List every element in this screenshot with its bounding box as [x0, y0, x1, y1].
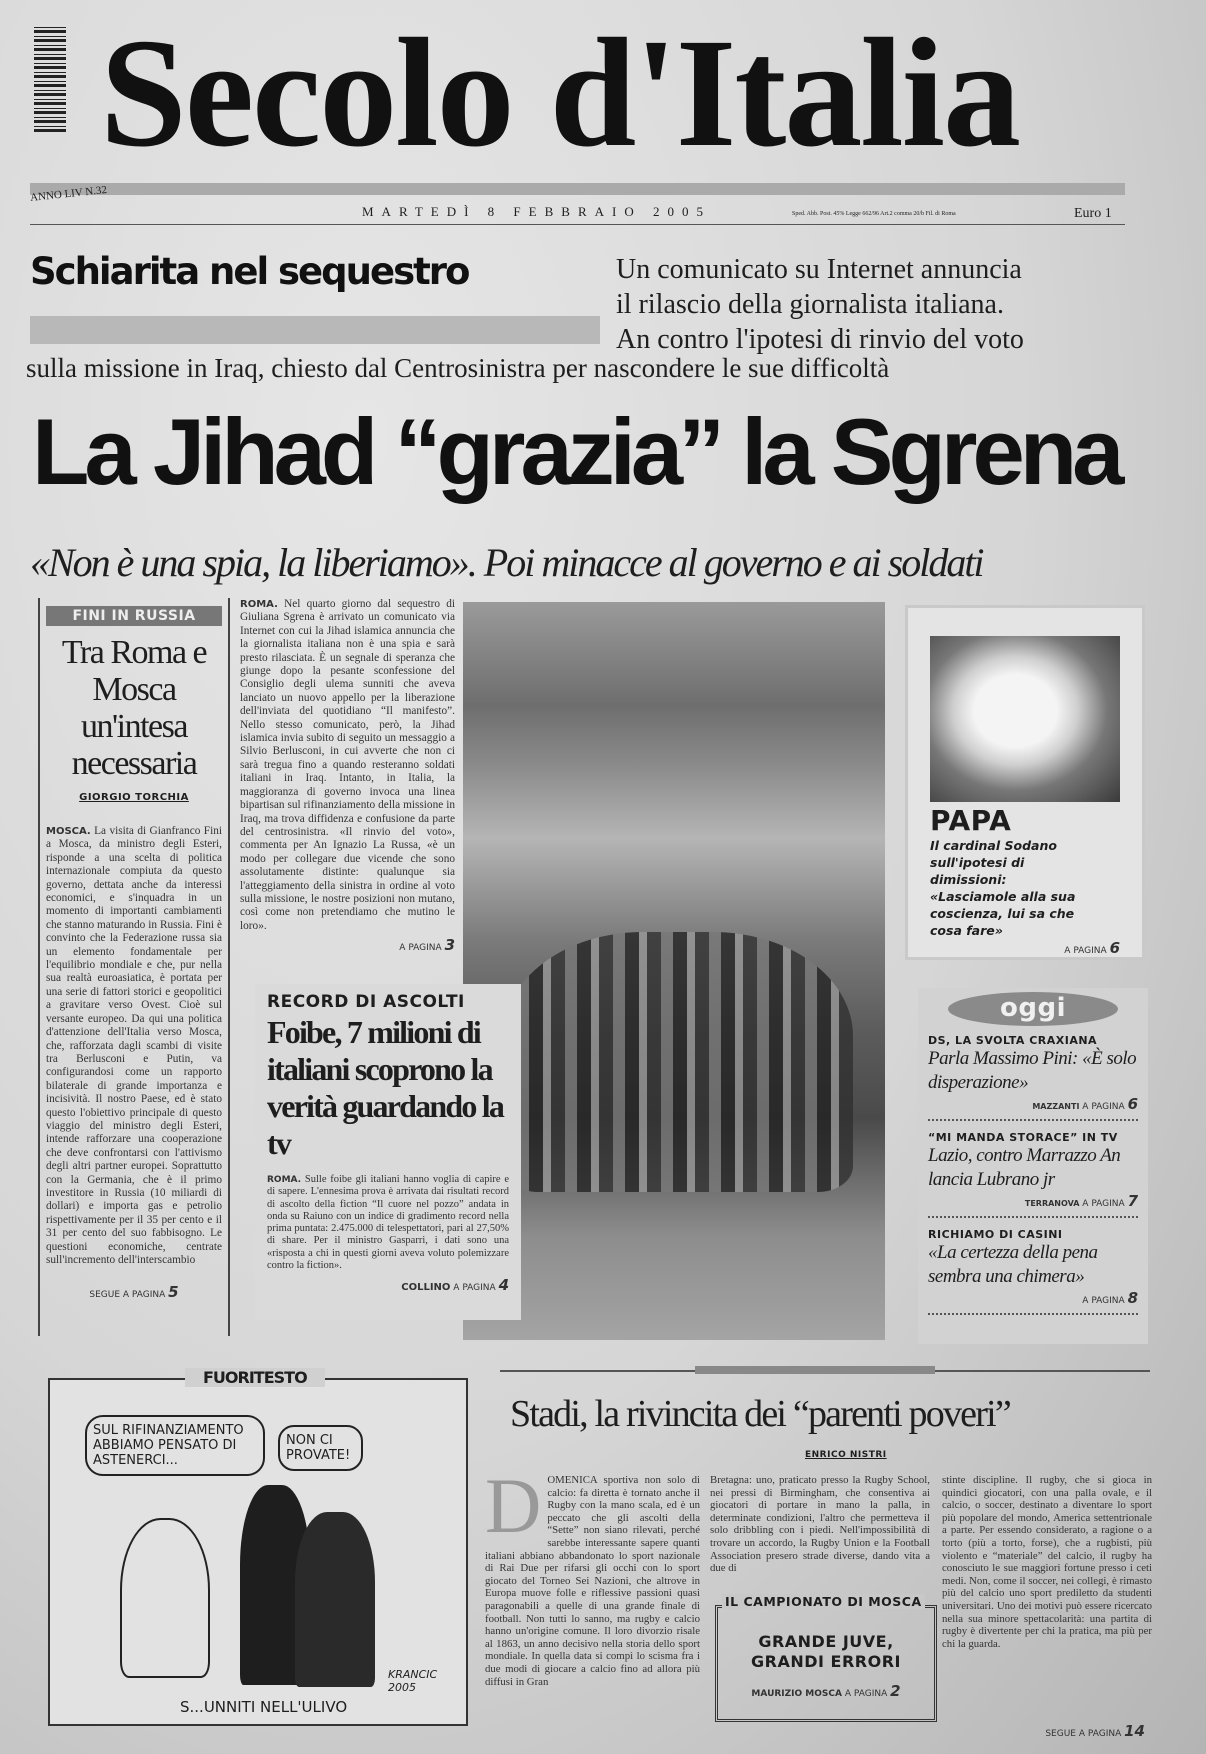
date-rule [30, 224, 1125, 225]
continue-label: SEGUE A PAGINA [89, 1290, 166, 1301]
continue-label: SEGUE A PAGINA [1045, 1729, 1122, 1739]
lead-dateline: ROMA. [240, 599, 278, 610]
lead-body-text: Nel quarto giorno dal sequestro di Giuliana Sgrena è arrivato un comunicato via Internet con cui la Jihad islamica annuncia che la giornalista italiana non è una spia e sarà presto rilasciata. È un segnale di speranza che giunge dopo la pesante sconfessione del Consiglio degli ulema sunniti che aveva lanciato un nuovo appello per la liberazione dell'inviata del quotidiano “Il manifesto”. Nello stesso comunicato, però, la Jihad islamica invia subito di seguito un messaggio a Silvio Berlusconi, in cui avverte che non ci sarà tregua fino a quando resteranno soldati italiani in Iraq. Intanto, in Italia, la maggioranza di governo invoca una linea bipartisan sul rifinanziamento della missione in Iraq, ma trova diffidenza e confusione da parte del centrosinistra. «Il rinvio del voto», commenta per An Ignazio La Russa, «è un modo per collegare due vicende che sono assolutamente distinte: qualunque sia l'atteggiamento della sinistra in ordine al voto sulla missione, le nostre posizioni non mutano, così come non pretendiamo che mutino le loro». [240, 598, 455, 932]
section-rule-bar [695, 1366, 935, 1374]
stadi-col-3: stinte discipline. Il rugby, che si gioca in quindici giocatori, con una palla ovale, e il calcio, o soccer, destinato a diventare lo sport più popolare del mondo, America settentrionale a parte. Per essendo considerato, a ragione o a torto (più a torto, forse), che a rugbisti, più violento e “materiale” del calcio, il rugby ha conosciuto le sue maggiori fortune presso i ceti medi. Non, come il soccer, nei collegi, è rimasto più del calcio uno sport prediletto da studenti universitari. Uno dei motivi può essere ricercato nella sua minore spettacolarità: una partita di rugby è divertente per chi la pratica, ma più per chi la guarda. [942, 1474, 1152, 1650]
main-headline: La Jihad “grazia” la Sgrena [32, 399, 1120, 504]
foibe-dateline: ROMA. [267, 1175, 302, 1185]
papa-box [905, 605, 1145, 960]
lead-deck [616, 252, 1176, 357]
author: TERRANOVA [1024, 1199, 1080, 1208]
date-line: MARTEDÌ 8 FEBBRAIO 2005 [362, 204, 711, 219]
oggi-label: oggi [948, 992, 1118, 1026]
cartoon-box [48, 1368, 468, 1726]
stadi-col-1 [485, 1462, 700, 1688]
author: MAURIZIO MOSCA [751, 1689, 842, 1699]
speech-bubble-2: NON CI PROVATE! [278, 1425, 363, 1471]
lead-body [240, 598, 455, 956]
papa-title: PAPA [930, 804, 1012, 837]
drop-cap: D [485, 1462, 542, 1549]
issue-number: ANNO LIV N.32 [29, 184, 108, 204]
page-ref: A PAGINA [1082, 1102, 1125, 1112]
cartoon-caption: S...UNNITI NELL'ULIVO [180, 1698, 348, 1716]
cartoon-signature: KRANCIC 2005 [388, 1668, 438, 1694]
masthead-rule [30, 183, 1125, 195]
item-text: Parla Massimo Pini: «È solo disperazione» [928, 1048, 1137, 1093]
russia-author: GIORGIO TORCHIA [79, 792, 189, 803]
stadi-continue[interactable] [960, 1722, 1145, 1740]
page-ref: A PAGINA [453, 1283, 496, 1294]
cartoon-label: FUORITESTO [185, 1368, 325, 1387]
barcode [34, 24, 66, 132]
papa-text: Il cardinal Sodano sull'ipotesi di dimissioni: «Lasciamole alla sua coscienza, lui sa che cosa fare» [930, 838, 1076, 938]
item-kicker: RICHIAMO DI CASINI [928, 1228, 1063, 1241]
oggi-item[interactable] [928, 1034, 1138, 1121]
price: Euro 1 [1074, 206, 1112, 221]
papa-continue[interactable] [930, 939, 1120, 957]
deck-line: Un comunicato su Internet annuncia [616, 254, 1022, 285]
russia-continue[interactable] [46, 1283, 222, 1301]
foibe-continue[interactable] [267, 1276, 509, 1294]
cartoon-figure-left [120, 1518, 210, 1678]
page-number: 2 [890, 1682, 901, 1700]
page-number: 7 [1127, 1192, 1138, 1210]
pope-photo [930, 636, 1120, 802]
page-ref: A PAGINA [1082, 1296, 1125, 1306]
oggi-box [918, 988, 1148, 1344]
page-number: 4 [498, 1276, 509, 1295]
page-number: 5 [168, 1283, 179, 1302]
author: MAZZANTI [1032, 1102, 1080, 1111]
page-number: 3 [444, 936, 455, 955]
item-text: Lazio, contro Marrazzo An lancia Lubrano jr [928, 1145, 1121, 1190]
stadi-headline: Stadi, la rivincita dei “parenti poveri” [510, 1393, 1010, 1435]
page-ref: A PAGINA [1082, 1199, 1125, 1209]
page-number: 8 [1127, 1289, 1138, 1307]
russia-body: La visita di Gianfranco Fini a Mosca, da ministro degli Esteri, risponde a una scelta di politica internazionale compiuta da questo governo, dettata anche da interessi economici, e s'inquadra in un momento di importanti cambiamenti che stanno maturando in Russia. Fini è convinto che la Federazione russa sia un elemento fondamentale per l'equilibrio mondiale e che, pur nella sua realtà euroasiatica, è portata per una serie di fattori storici e geopolitici a gravitare verso Ovest. Cioè sul versante europeo. Da qui una politica d'attenzione dell'Italia verso Mosca, che, rafforzata dagli scambi di visite tra Berlusconi e Putin, va configurandosi come un rapporto bilaterale di grande importanza e incisività. Il nostro Paese, ed è stato questo l'obiettivo principale di questo viaggio del ministro degli Esteri, intende rafforzare una cooperazione che deve confrontarsi con l'attivismo degli altri partner europei. Soprattutto con la Germania, che è il primo investitore in Russia (10 miliardi di dollari) e importa gas e petrolio rispettivamente per il 35 per cento e il 31 per cento del suo fabbisogno. Le questioni economiche, centrate sull'incremento dell'interscambio [46, 825, 222, 1266]
page-number: 6 [1127, 1095, 1138, 1113]
page-ref: A PAGINA [399, 943, 442, 954]
russia-box [38, 598, 230, 1336]
foibe-box [255, 984, 521, 1320]
mosca-kicker: IL CAMPIONATO DI MOSCA [722, 1594, 925, 1609]
page-ref: A PAGINA [844, 1689, 888, 1699]
author: COLLINO [401, 1282, 451, 1294]
oggi-item[interactable] [928, 1228, 1138, 1315]
divider [928, 1119, 1138, 1121]
foibe-body: Sulle foibe gli italiani hanno voglia di capire e di sapere. L'ennesima prova è arrivata dai risultati record di ascolto della fiction “Il cuore nel pozzo” andata in onda su Raiuno con un indice di gradimento record nella prima puntata: 2.475.000 di telespettatori, pari al 27,50% di share. Per il ministro Gasparri, i dati sono una «risposta a chi in questi giorni aveva voluto polemizzare contro la fiction». [267, 1174, 510, 1272]
hostage-photo [463, 602, 885, 1340]
speech-bubble-1: SUL RIFINANZIAMENTO ABBIAMO PENSATO DI ASTENERCI... [85, 1415, 265, 1476]
deck-line: il rilascio della giornalista italiana. [616, 289, 1004, 320]
page-ref: A PAGINA [1064, 946, 1107, 956]
russia-dateline: MOSCA. [46, 826, 91, 837]
cartoon-figure-priest-2 [295, 1512, 375, 1687]
item-kicker: “MI MANDA STORACE” IN TV [928, 1131, 1118, 1144]
photo-figures [503, 932, 853, 1192]
item-text: «La certezza della pena sembra una chimera» [928, 1242, 1098, 1287]
stadi-author: ENRICO NISTRI [805, 1450, 887, 1460]
mosca-headline: GRANDE JUVE, GRANDI ERRORI [751, 1632, 901, 1671]
deck-line: An contro l'ipotesi di rinvio del voto [616, 324, 1024, 355]
masthead-title: Secolo d'Italia [100, 6, 1020, 179]
divider [928, 1313, 1138, 1315]
foibe-kicker: RECORD DI ASCOLTI [267, 992, 465, 1012]
lead-continue[interactable] [240, 936, 455, 955]
stadi-col-2: Bretagna: uno, praticato presso la Rugby School, nei pressi di Birmingham, che consentiva ai giocatori di portare in mano la palla, in determinate condizioni, l'altro che permetteva il solo dribbling con i piedi. Nell'impossibilità di trovare un accordo, la Rugby Union e la Football Association presero strade diverse, dando vita a due di [710, 1474, 930, 1575]
page-number: 6 [1109, 939, 1120, 957]
lead-kicker-bar [30, 316, 600, 344]
foibe-headline: Foibe, 7 milioni di italiani scoprono la verità guardando la tv [267, 1014, 504, 1161]
russia-headline: Tra Roma e Mosca un'intesa necessaria [61, 634, 207, 782]
main-subhead: «Non è una spia, la liberiamo». Poi minacce al governo e ai soldati [30, 540, 983, 585]
divider [928, 1216, 1138, 1218]
column-text: OMENICA sportiva non solo di calcio: fa diretta è tornato anche il Rugby con la mano scala, ed è un peccato che gli ascolti della “Sette” non siano rilevati, perché sarebbe interessante sapere quanti italiani abbiano abbandonato lo sport nazionale di Rai Due per rifarsi gli occhi con lo sport giocato del Torneo Sei Nazioni, che altrove in Europa muove folle e riflessive passioni quasi paragonabili a quelle di una grande finale di football. Non tutti lo sanno, ma rugby e calcio hanno un'origine comune. Il loro divorzio risale al 1863, un anno decisivo nella storia dello sport mondiale. In quella data si compì lo scisma fra i due modi di giocare a calcio fino ad allora più diffusi in Gran [485, 1474, 700, 1688]
oggi-item[interactable] [928, 1131, 1138, 1218]
page-number: 14 [1124, 1722, 1145, 1740]
russia-tag: FINI IN RUSSIA [46, 606, 222, 626]
lead-kicker: Schiarita nel sequestro [30, 250, 469, 293]
lead-deck-continued: sulla missione in Iraq, chiesto dal Centrosinistra per nascondere le sue difficoltà [26, 353, 890, 383]
postal-info: Sped. Abb. Post. 45% Legge 662/96 Art.2 comma 20/b Fil. di Roma [792, 211, 956, 217]
mosca-box[interactable] [715, 1594, 937, 1722]
item-kicker: DS, LA SVOLTA CRAXIANA [928, 1034, 1098, 1047]
